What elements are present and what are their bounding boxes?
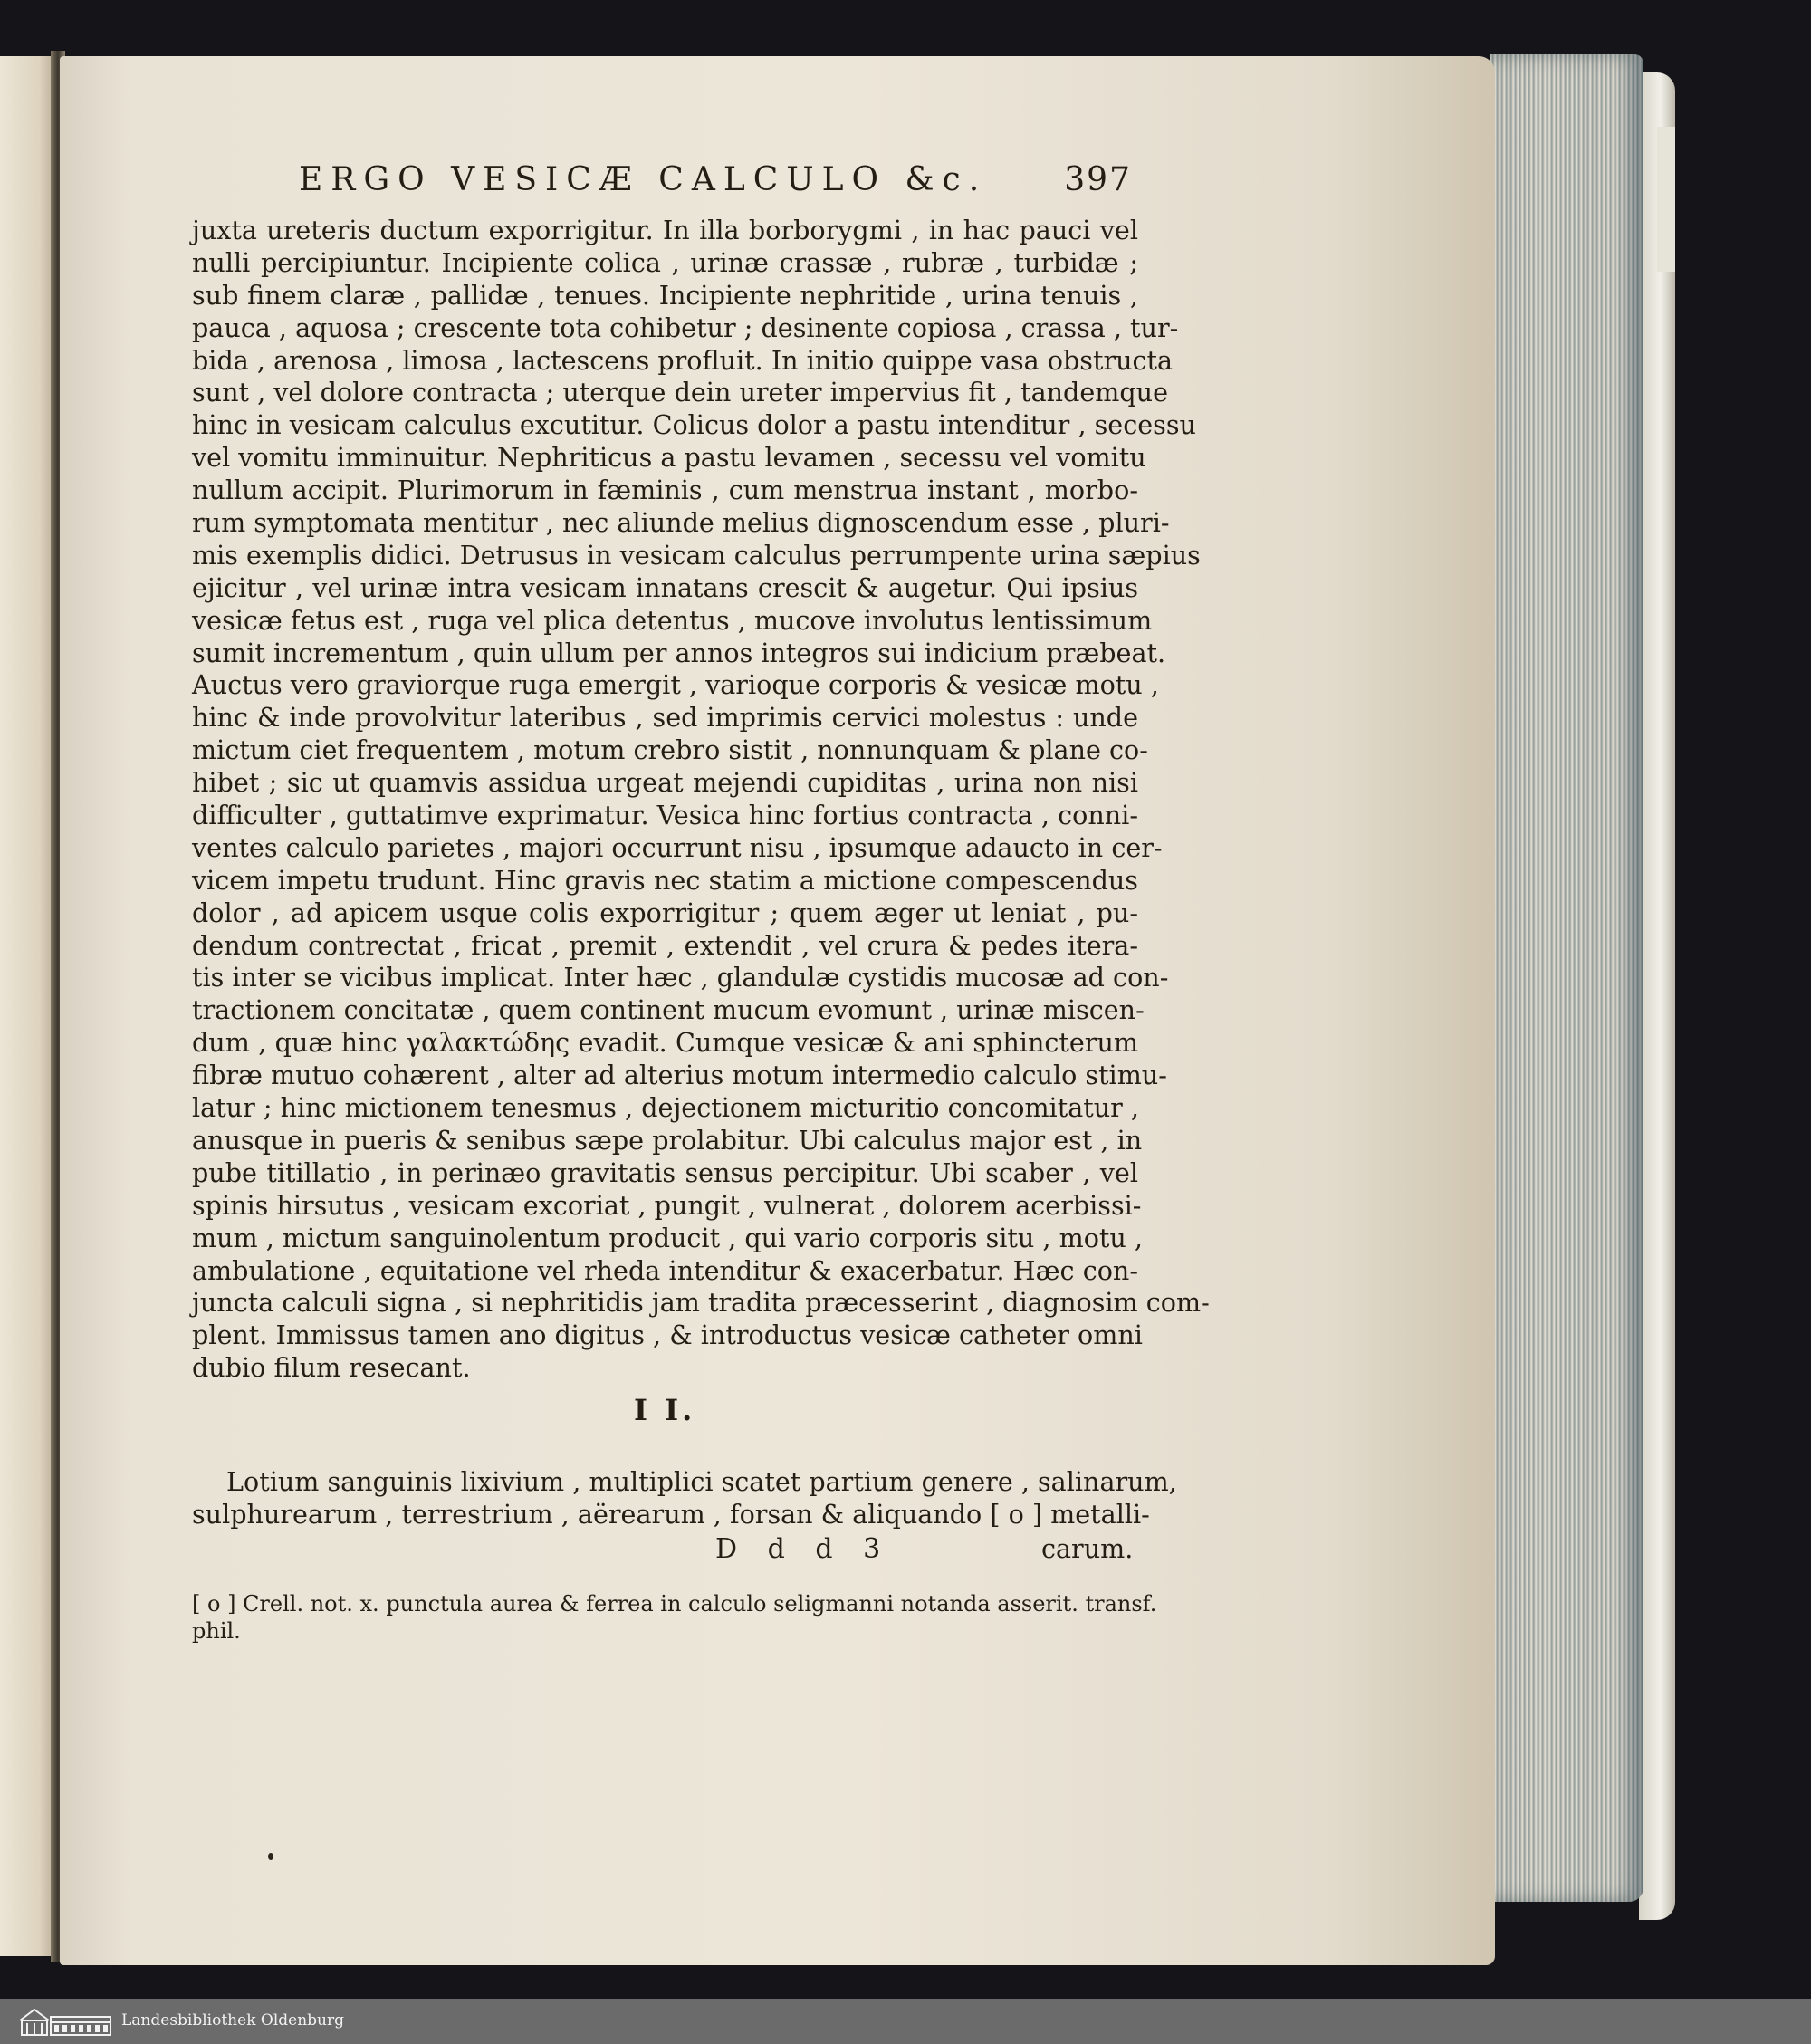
text-line: tractionem concitatæ , quem continent mucum evomunt , urinæ miscen-: [192, 994, 1145, 1026]
catchword: carum.: [1041, 1533, 1134, 1564]
footer-bar: [0, 1999, 1811, 2044]
section-line: sulphurearum , terrestrium , aërearum , forsan & aliquando [ o ] metalli-: [192, 1498, 1150, 1530]
ink-mark: [268, 1853, 273, 1860]
text-line: dolor , ad apicem usque colis exporrigitur ; quem æger ut leniat , pu-: [192, 897, 1138, 928]
text-line: hinc & inde provolvitur lateribus , sed imprimis cervici molestus : unde: [192, 702, 1138, 734]
text-line: sumit incrementum , quin ullum per annos integros sui indicium præbeat.: [192, 637, 1166, 668]
text-line: anusque in pueris & senibus sæpe prolabitur. Ubi calculus major est , in: [192, 1124, 1143, 1156]
text-line: nulli percipiuntur. Incipiente colica , urinæ crassæ , rubræ , turbidæ ;: [192, 246, 1138, 278]
text-line: dum , quæ hinc γαλακτώδης evadit. Cumque vesicæ & ani sphincterum: [192, 1027, 1138, 1059]
text-line: ejicitur , vel urinæ intra vesicam innatans crescit & augetur. Qui ipsius: [192, 571, 1138, 603]
text-line: hinc in vesicam calculus excutitur. Colicus dolor a pastu intenditur , secessu: [192, 409, 1196, 441]
page-header: [299, 161, 1132, 206]
text-line: hibet ; sic ut quamvis assidua urgeat mejendi cupiditas , urina non nisi: [192, 767, 1138, 799]
text-line: plent. Immissus tamen ano digitus , & introductus vesicæ catheter omni: [192, 1319, 1143, 1351]
text-line: vicem impetu trudunt. Hinc gravis nec statim a mictione compescendus: [192, 864, 1138, 896]
text-line: latur ; hinc mictionem tenesmus , dejectionem micturitio concomitatur ,: [192, 1092, 1139, 1124]
text-line: mictum ciet frequentem , motum crebro sistit , nonnunquam & plane co-: [192, 734, 1148, 766]
text-line: sunt , vel dolore contracta ; uterque dein ureter impervius fit , tandemque: [192, 377, 1169, 408]
library-name: Landesbibliothek Oldenburg: [121, 2011, 345, 2030]
text-line: pube titillatio , in perinæo gravitatis sensus percipitur. Ubi scaber , vel: [192, 1156, 1138, 1188]
book-cover-edge: [1639, 72, 1675, 1920]
text-line: vesicæ fetus est , ruga vel plica detentus , mucove involutus lentissimum: [192, 604, 1153, 636]
text-line: ambulatione , equitatione vel rheda intenditur & exacerbatur. Hæc con-: [192, 1254, 1138, 1286]
text-line: dendum contrectat , fricat , premit , extendit , vel crura & pedes itera-: [192, 929, 1138, 961]
signature-mark: D d d 3: [715, 1533, 892, 1565]
text-line: mis exemplis didici. Detrusus in vesicam calculus perrumpente urina sæpius: [192, 539, 1201, 571]
running-title: ERGO VESICÆ CALCULO &c.: [299, 161, 988, 198]
section-line: Lotium sanguinis lixivium , multiplici scatet partium genere , salinarum,: [226, 1466, 1177, 1497]
page-number: 397: [1064, 161, 1132, 198]
footnote-line: [ o ] Crell. not. x. punctula aurea & ferrea in calculo seligmanni notanda asserit. transf.: [192, 1591, 1157, 1617]
text-line: spinis hirsutus , vesicam excoriat , pungit , vulnerat , dolorem acerbissi-: [192, 1189, 1142, 1221]
footnote-line: phil.: [192, 1618, 241, 1644]
text-line: bida , arenosa , limosa , lactescens profluit. In initio quippe vasa obstructa: [192, 344, 1174, 376]
cover-tab: [1657, 127, 1675, 272]
text-line: dubio filum resecant.: [192, 1352, 471, 1384]
page-block-edge: [1490, 54, 1643, 1902]
text-line: pauca , aquosa ; crescente tota cohibetur ; desinente copiosa , crassa , tur-: [192, 312, 1179, 343]
text-line: nullum accipit. Plurimorum in fæminis , cum menstrua instant , morbo-: [192, 475, 1138, 506]
footnote: [192, 1590, 1157, 1645]
text-line: Auctus vero graviorque ruga emergit , varioque corporis & vesicæ motu ,: [192, 669, 1159, 701]
text-line: juxta ureteris ductum exporrigitur. In illa borborygmi , in hac pauci vel: [192, 215, 1138, 245]
text-line: tis inter se vicibus implicat. Inter hæc , glandulæ cystidis mucosæ ad con-: [192, 962, 1169, 993]
facing-page-edge: [0, 56, 56, 1956]
text-line: sub finem claræ , pallidæ , tenues. Incipiente nephritide , urina tenuis ,: [192, 279, 1138, 311]
text-line: difficulter , guttatimve exprimatur. Vesica hinc fortius contracta , conni-: [192, 800, 1138, 831]
text-line: fibræ mutuo cohærent , alter ad alterius motum intermedio calculo stimu-: [192, 1060, 1167, 1091]
text-line: vel vomitu imminuitur. Nephriticus a pastu levamen , secessu vel vomitu: [192, 442, 1146, 474]
text-line: ventes calculo parietes , majori occurrunt nisu , ipsumque adaucto in cer-: [192, 831, 1163, 863]
library-building-icon: [16, 2004, 114, 2039]
section-text: [192, 1465, 1177, 1531]
body-text: [192, 215, 1210, 1385]
text-line: rum symptomata mentitur , nec aliunde melius dignoscendum esse , pluri-: [192, 507, 1170, 539]
text-line: juncta calculi signa , si nephritidis jam tradita præcesserint , diagnosim com-: [192, 1287, 1210, 1319]
section-number: I I.: [634, 1393, 696, 1427]
text-line: mum , mictum sanguinolentum producit , qui vario corporis situ , motu ,: [192, 1222, 1144, 1253]
